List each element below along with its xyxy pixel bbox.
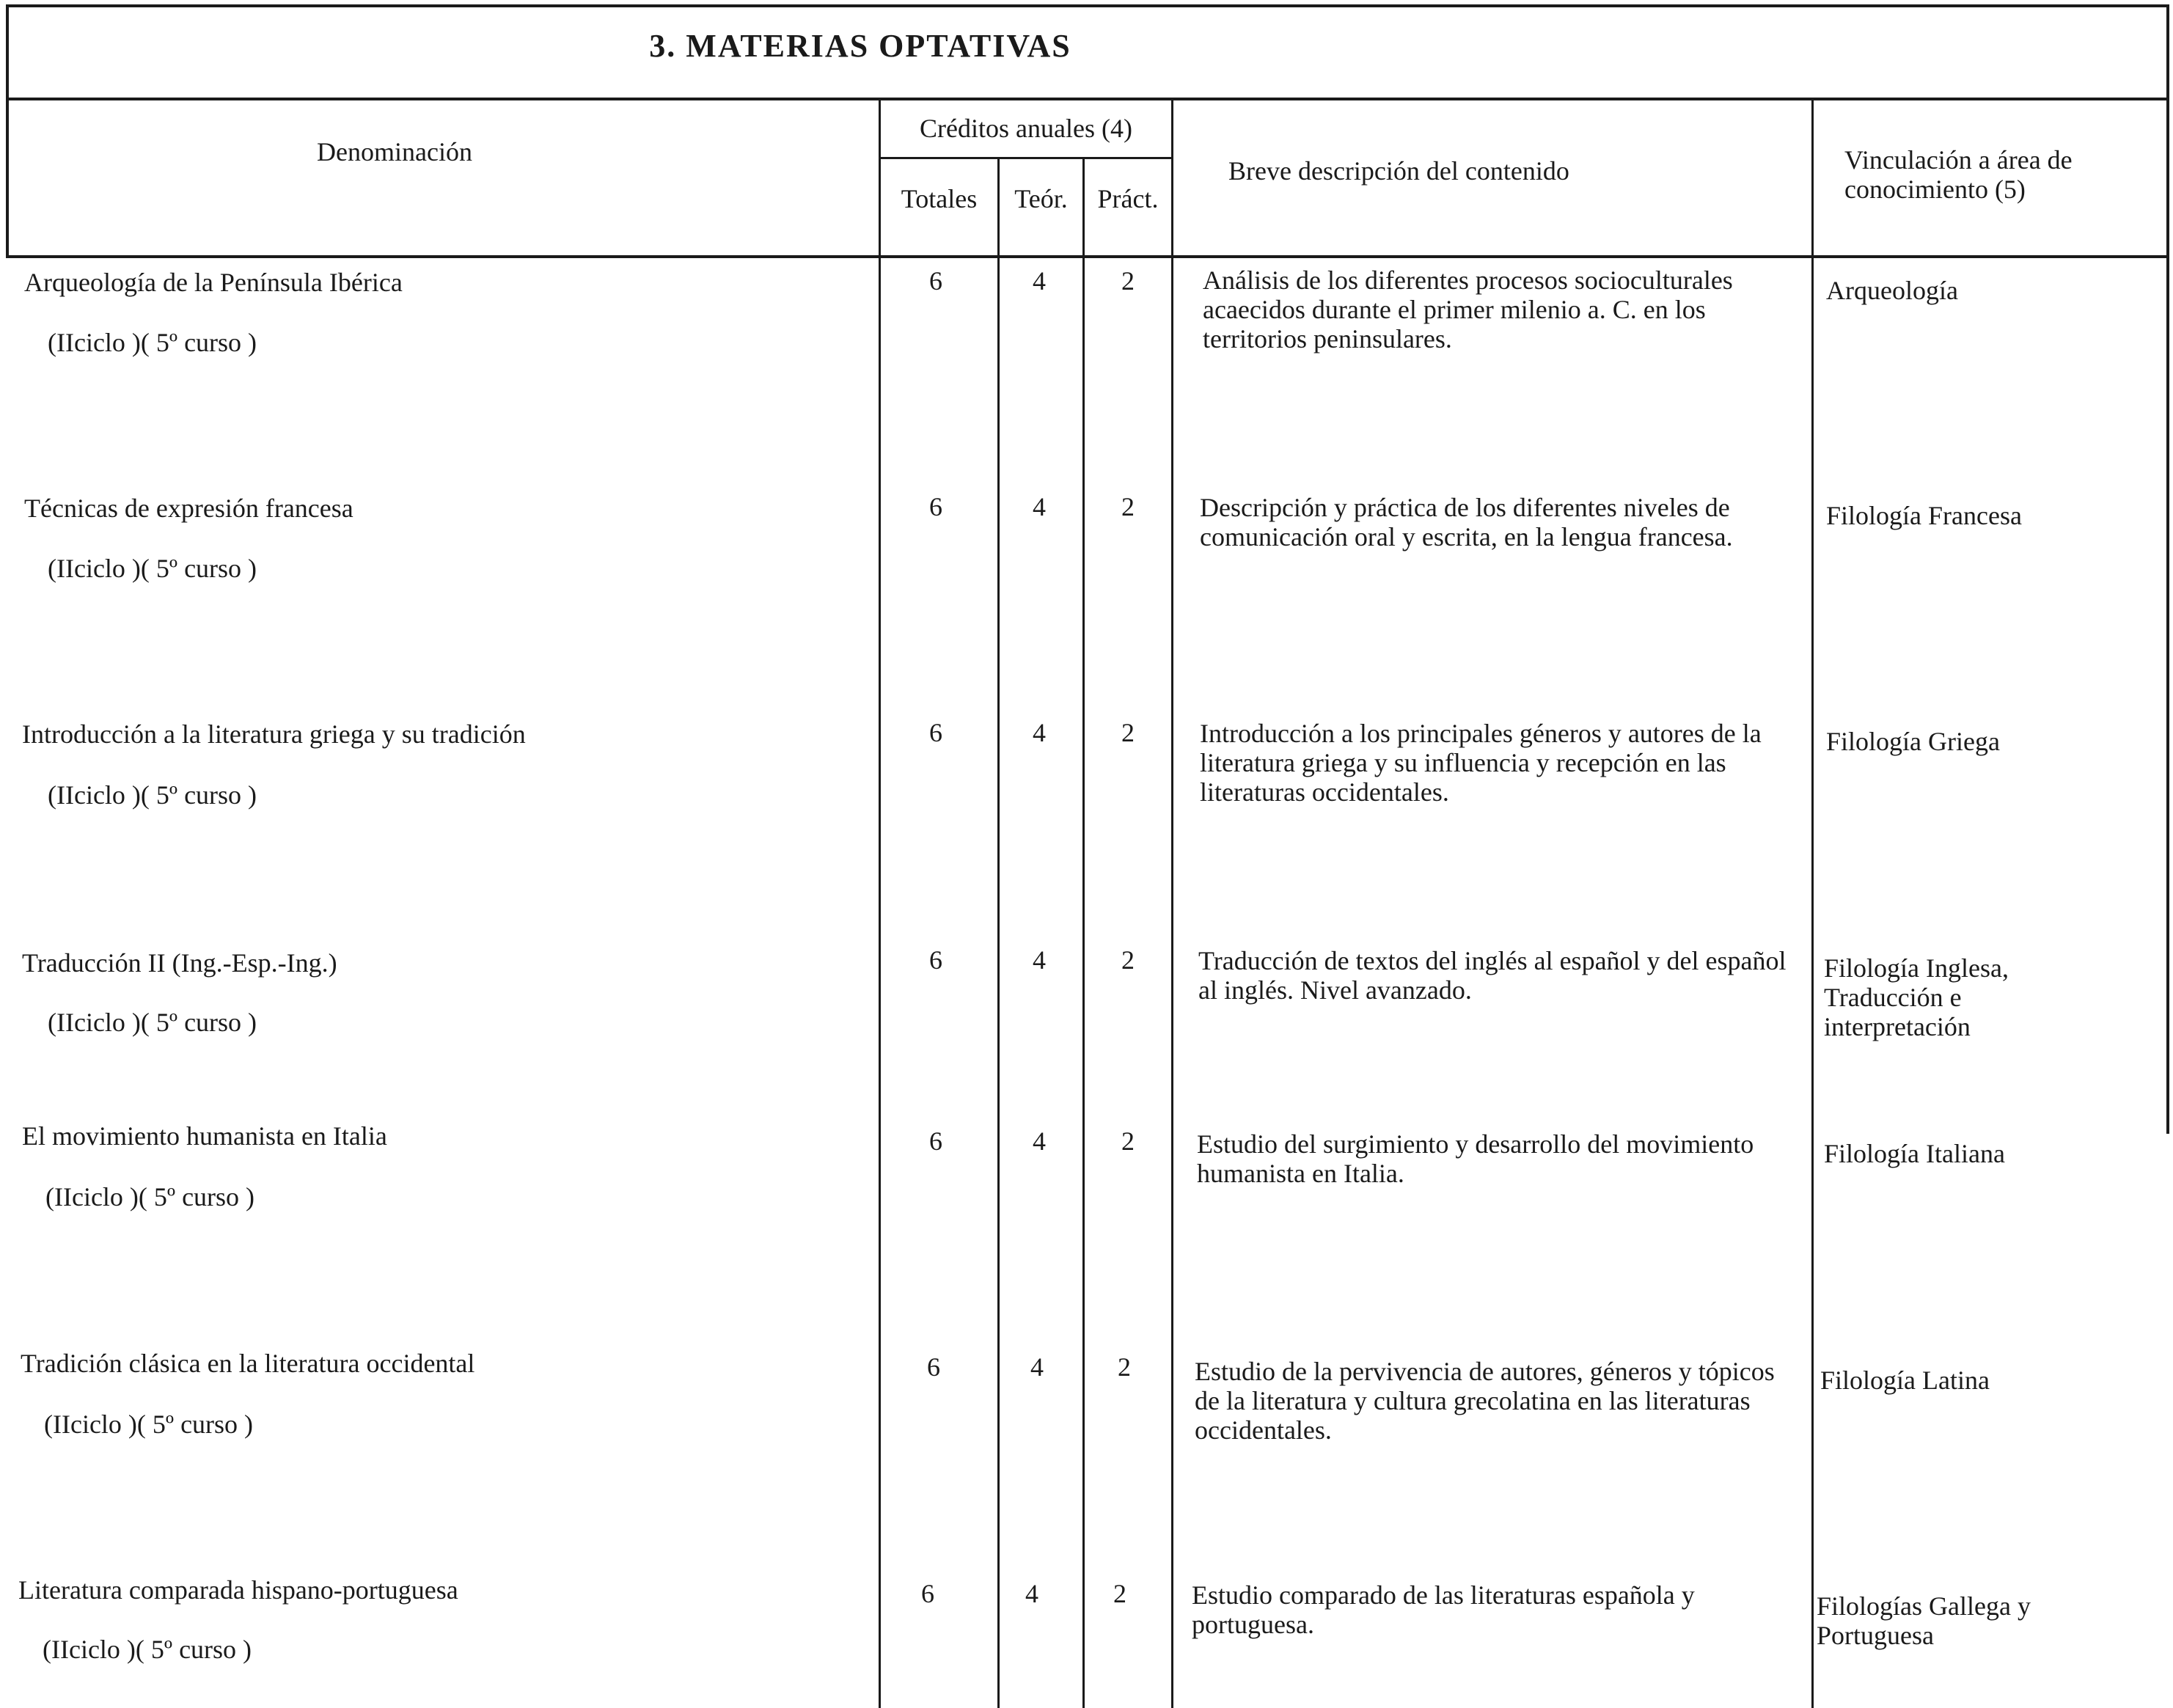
row-3-pract: 2 (1121, 718, 1135, 747)
row-4-cycle: (IIciclo )( 5º curso ) (48, 1008, 257, 1037)
row-3-description: Introducción a los principales géneros y autores de la literatura griega y su influencia y recepción en las literaturas occidentales. (1200, 719, 1762, 807)
row-7-area: Filologías Gallega y Portuguesa (1817, 1591, 2031, 1650)
frame-right (2166, 4, 2169, 1134)
row-5-name: El movimiento humanista en Italia (22, 1121, 387, 1151)
row-3-totales: 6 (929, 718, 942, 747)
row-5-teor: 4 (1033, 1126, 1046, 1156)
row-4-teor: 4 (1033, 945, 1046, 975)
row-1-name: Arqueología de la Península Ibérica (24, 268, 403, 297)
row-5-pract: 2 (1121, 1126, 1135, 1156)
header-creditos: Créditos anuales (4) (920, 114, 1132, 143)
row-2-name: Técnicas de expresión francesa (24, 494, 353, 523)
row-7-name: Literatura comparada hispano-portuguesa (18, 1575, 458, 1605)
row-1-description: Análisis de los diferentes procesos socioculturales acaecidos durante el primer milenio a. C. en los territorios peninsulares. (1203, 265, 1733, 353)
row-5-area: Filología Italiana (1824, 1139, 2005, 1168)
row-4-pract: 2 (1121, 945, 1135, 975)
header-descripcion: Breve descripción del contenido (1228, 156, 1569, 186)
header-vinculacion: Vinculación a área de conocimiento (5) (1844, 145, 2073, 204)
row-5-cycle: (IIciclo )( 5º curso ) (45, 1182, 255, 1212)
col-divider-3 (1082, 157, 1085, 1708)
row-5-totales: 6 (929, 1126, 942, 1156)
header-pract: Práct. (1097, 184, 1159, 213)
row-3-cycle: (IIciclo )( 5º curso ) (48, 780, 257, 810)
col-divider-4 (1171, 98, 1173, 1708)
row-7-teor: 4 (1025, 1579, 1038, 1608)
row-4-totales: 6 (929, 945, 942, 975)
row-7-cycle: (IIciclo )( 5º curso ) (43, 1635, 252, 1664)
creditos-divider (879, 157, 1173, 159)
row-6-teor: 4 (1030, 1352, 1044, 1382)
row-4-description: Traducción de textos del inglés al español y del español al inglés. Nivel avanzado. (1198, 946, 1787, 1005)
row-4-name: Traducción II (Ing.-Esp.-Ing.) (22, 948, 337, 978)
row-3-area: Filología Griega (1826, 727, 2000, 756)
row-6-pract: 2 (1118, 1352, 1131, 1382)
page-title: 3. MATERIAS OPTATIVAS (649, 28, 1071, 64)
header-teor: Teór. (1014, 184, 1068, 213)
row-7-totales: 6 (921, 1579, 934, 1608)
row-1-totales: 6 (929, 266, 942, 296)
row-3-name: Introducción a la literatura griega y su tradición (22, 719, 526, 749)
row-1-teor: 4 (1033, 266, 1046, 296)
row-6-description: Estudio de la pervivencia de autores, géneros y tópicos de la literatura y cultura grecolatina en las literaturas occidentales. (1195, 1357, 1775, 1445)
row-2-area: Filología Francesa (1826, 501, 2022, 530)
col-divider-5 (1811, 98, 1814, 1708)
row-1-cycle: (IIciclo )( 5º curso ) (48, 328, 257, 357)
row-2-description: Descripción y práctica de los diferentes niveles de comunicación oral y escrita, en la lengua francesa. (1200, 493, 1733, 551)
row-7-description: Estudio comparado de las literaturas española y portuguesa. (1192, 1580, 1695, 1639)
col-divider-1 (879, 98, 881, 1708)
row-2-totales: 6 (929, 492, 942, 521)
row-2-teor: 4 (1033, 492, 1046, 521)
row-6-name: Tradición clásica en la literatura occidental (21, 1349, 475, 1378)
row-4-area: Filología Inglesa, Traducción e interpretación (1824, 953, 2009, 1041)
header-denominacion: Denominación (317, 137, 472, 166)
frame-top (6, 4, 2169, 7)
row-6-totales: 6 (927, 1352, 940, 1382)
row-1-area: Arqueología (1826, 276, 1958, 305)
row-7-pract: 2 (1113, 1579, 1126, 1608)
row-3-teor: 4 (1033, 718, 1046, 747)
row-5-description: Estudio del surgimiento y desarrollo del movimiento humanista en Italia. (1197, 1129, 1754, 1188)
row-6-area: Filología Latina (1820, 1366, 1990, 1395)
row-6-cycle: (IIciclo )( 5º curso ) (44, 1410, 254, 1439)
title-divider (6, 98, 2169, 100)
row-1-pract: 2 (1121, 266, 1135, 296)
header-bottom (6, 255, 2169, 258)
row-2-cycle: (IIciclo )( 5º curso ) (48, 554, 257, 583)
header-totales: Totales (901, 184, 978, 213)
row-2-pract: 2 (1121, 492, 1135, 521)
col-divider-2 (997, 157, 1000, 1708)
